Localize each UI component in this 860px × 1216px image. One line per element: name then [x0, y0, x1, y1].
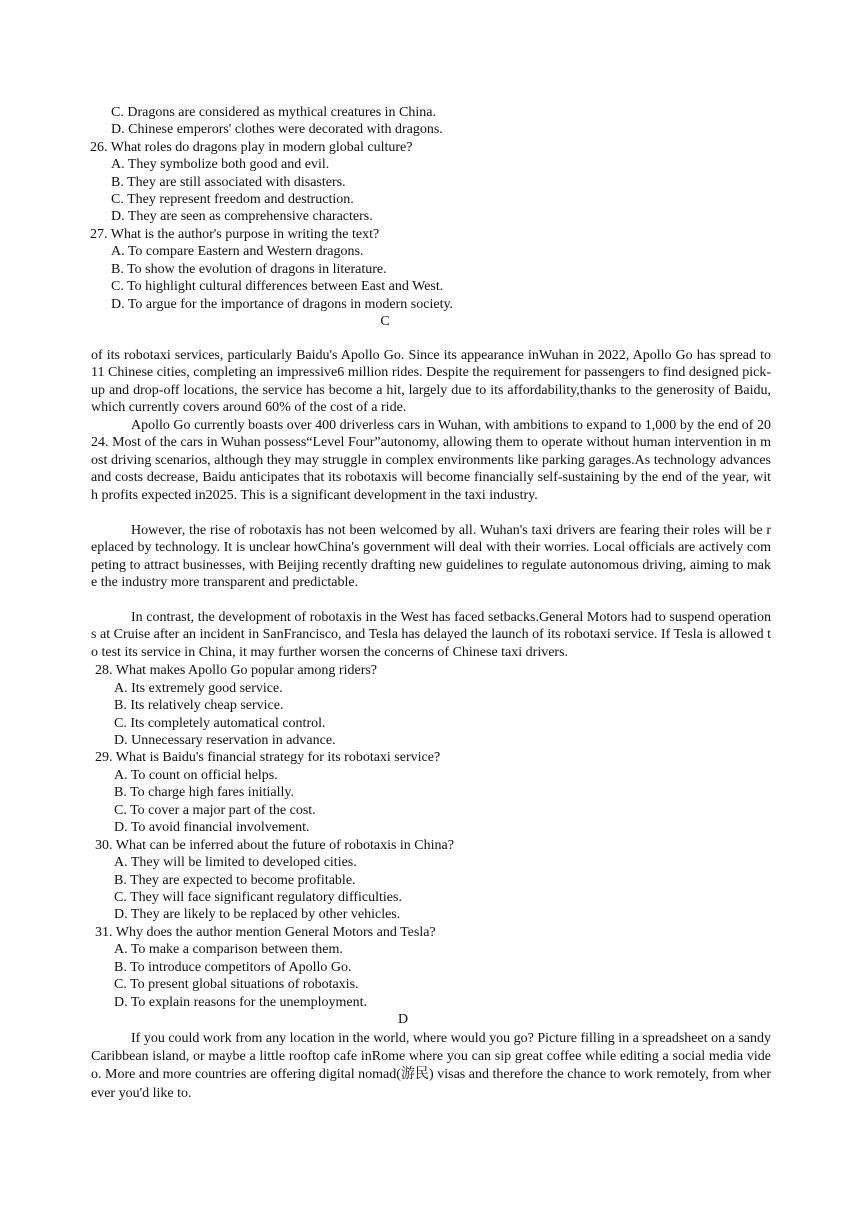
passage-c-paragraph-2 — [91, 417, 771, 504]
q31-stem: 31. Why does the author mention General Motors and Tesla? — [95, 925, 436, 940]
passage-c-paragraph-3-text: However, the rise of robotaxis has not been welcomed by all. Wuhan's taxi drivers are fearing their roles will be replaced by technology. It is unclear howChina's government will deal with their worries. Local officials are actively competing to attract businesses, with Beijing recently drafting new guidelines to regulate autonomous driving, aiming to make the industry more transparent and predictable. — [91, 523, 771, 591]
passage-d-paragraph-1 — [91, 1030, 771, 1103]
passage-c-paragraph-4-text: In contrast, the development of robotaxis in the West has faced setbacks.General Motors had to suspend operations at Cruise after an incident in SanFrancisco, and Tesla has delayed the launch of its robotaxi service. If Tesla is allowed to test its service in China, it may further worsen the concerns of Chinese taxi drivers. — [91, 610, 771, 660]
q29-option-a: A. To count on official helps. — [114, 768, 278, 783]
q28-option-d: D. Unnecessary reservation in advance. — [114, 733, 336, 748]
q29-option-b: B. To charge high fares initially. — [114, 785, 294, 800]
q30-stem: 30. What can be inferred about the future of robotaxis in China? — [95, 838, 454, 853]
q31-option-a: A. To make a comparison between them. — [114, 942, 343, 957]
q25-option-d: D. Chinese emperors' clothes were decorated with dragons. — [111, 122, 443, 137]
q26-option-c: C. They represent freedom and destruction. — [111, 192, 354, 207]
passage-d-paragraph-1-text: If you could work from any location in the world, where would you go? Picture filling in a spreadsheet on a sandy Caribbean island, or maybe a little rooftop cafe inRome where you can sip great coffee while editing a social media video. More and more countries are offering digital nomad(游民) visas and therefore the chance to work remotely, from wherever you'd like to. — [91, 1031, 771, 1101]
q26-stem: 26. What roles do dragons play in modern global culture? — [90, 140, 413, 155]
passage-c-paragraph-1: of its robotaxi services, particularly Baidu's Apollo Go. Since its appearance inWuhan in 2022, Apollo Go has spread to 11 Chinese cities, completing an impressive6 million rides. Despite the requirement for passengers to find designed pick-up and drop-off locations, the service has become a hit, largely due to its affordability,thanks to the generosity of Baidu, which currently covers around 60% of the cost of a ride. — [91, 348, 771, 416]
q27-option-c: C. To highlight cultural differences between East and West. — [111, 279, 444, 294]
q28-option-b: B. Its relatively cheap service. — [114, 698, 284, 713]
passage-c-paragraph-3 — [91, 522, 771, 592]
q27-stem: 27. What is the author's purpose in writing the text? — [90, 227, 380, 242]
q25-option-c: C. Dragons are considered as mythical creatures in China. — [111, 105, 437, 120]
q30-option-a: A. They will be limited to developed cities. — [114, 855, 357, 870]
passage-c-paragraph-4 — [91, 609, 771, 661]
section-c-heading: C — [380, 314, 390, 329]
q29-option-d: D. To avoid financial involvement. — [114, 820, 310, 835]
q28-option-c: C. Its completely automatical control. — [114, 716, 326, 731]
q30-option-b: B. They are expected to become profitable. — [114, 873, 356, 888]
q29-stem: 29. What is Baidu's financial strategy for its robotaxi service? — [95, 750, 441, 765]
q26-option-d: D. They are seen as comprehensive characters. — [111, 209, 373, 224]
q27-option-a: A. To compare Eastern and Western dragons. — [111, 244, 364, 259]
q28-option-a: A. Its extremely good service. — [114, 681, 283, 696]
q29-option-c: C. To cover a major part of the cost. — [114, 803, 316, 818]
passage-c-paragraph-2-text: Apollo Go currently boasts over 400 driverless cars in Wuhan, with ambitions to expand to 1,000 by the end of 2024. Most of the cars in Wuhan possess“Level Four”autonomy, allowing them to operate without human intervention in most driving scenarios, although they may struggle in complex environments like parking garages.As technology advances and costs decrease, Baidu anticipates that its robotaxis will become financially self-sustaining by the end of the year, with profits expected in2025. This is a significant development in the taxi industry. — [91, 418, 771, 503]
q30-option-d: D. They are likely to be replaced by other vehicles. — [114, 907, 401, 922]
q27-option-d: D. To argue for the importance of dragons in modern society. — [111, 297, 454, 312]
q27-option-b: B. To show the evolution of dragons in literature. — [111, 262, 387, 277]
q30-option-c: C. They will face significant regulatory difficulties. — [114, 890, 402, 905]
q28-stem: 28. What makes Apollo Go popular among riders? — [95, 663, 378, 678]
q31-option-d: D. To explain reasons for the unemployment. — [114, 995, 368, 1010]
q26-option-a: A. They symbolize both good and evil. — [111, 157, 330, 172]
section-d-heading: D — [397, 1012, 409, 1027]
q26-option-b: B. They are still associated with disasters. — [111, 175, 346, 190]
q31-option-b: B. To introduce competitors of Apollo Go. — [114, 960, 352, 975]
q31-option-c: C. To present global situations of robotaxis. — [114, 977, 359, 992]
